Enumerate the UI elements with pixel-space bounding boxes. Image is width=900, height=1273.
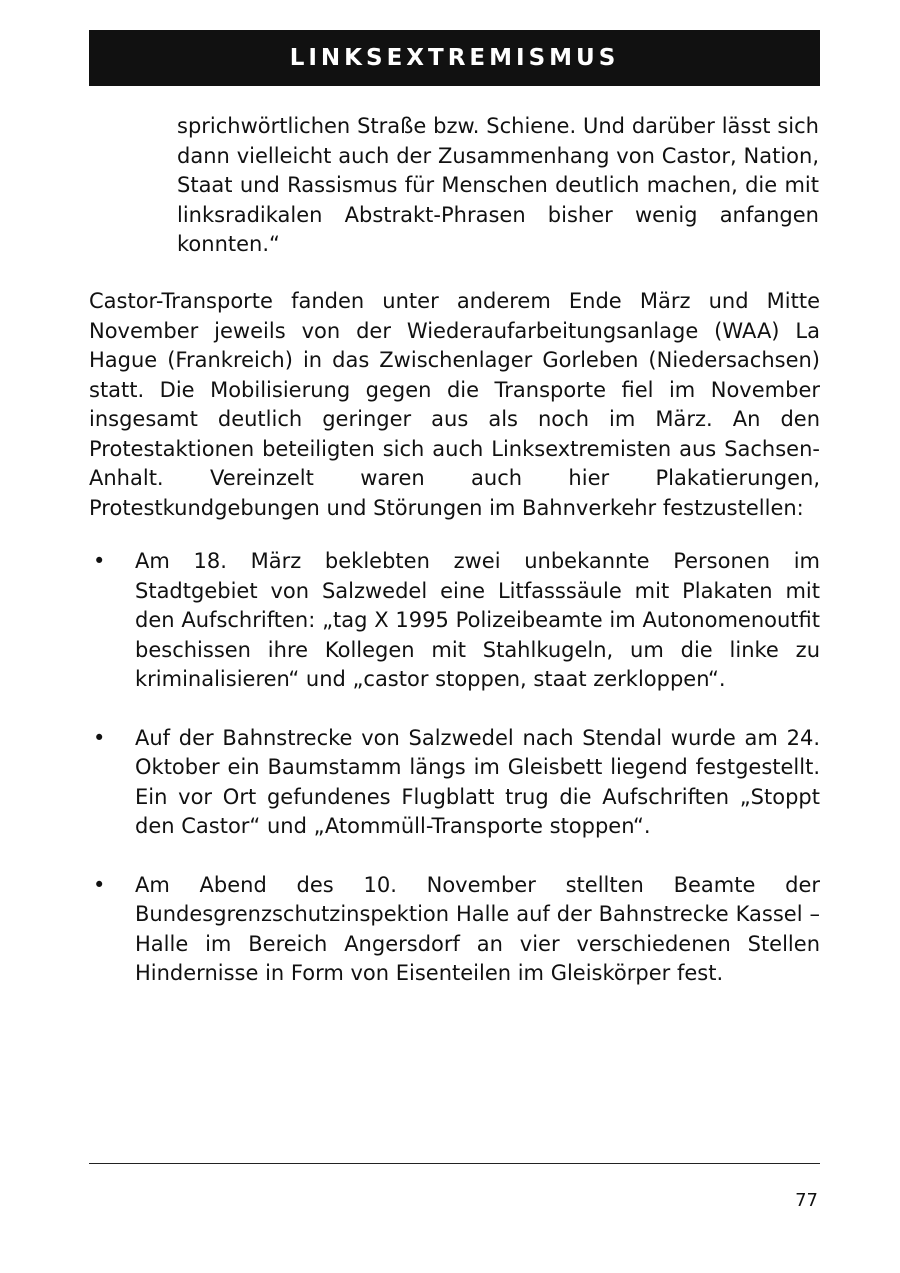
bullet-icon: • xyxy=(93,872,106,897)
incident-list xyxy=(89,547,820,1018)
section-header-bar xyxy=(89,30,820,86)
body-paragraph: Castor-Transporte fanden unter anderem Ende März und Mitte November jeweils von der Wiederaufarbeitungsanlage (WAA) La Hague (Frankreich) in das Zwischenlager Gorleben (Niedersachsen) statt. Die Mobilisierung gegen die Transporte fiel im November insgesamt deutlich geringer aus als noch im März. An den Protestaktionen beteiligten sich auch Linksextremisten aus Sachsen-Anhalt. Vereinzelt waren auch hier Plakatierungen, Protestkundgebungen und Störungen im Bahnverkehr festzustellen: xyxy=(89,289,820,520)
footer-divider xyxy=(89,1163,820,1164)
page-number: 77 xyxy=(795,1190,818,1211)
list-item-text: Am Abend des 10. November stellten Beamte der Bundesgrenzschutzinspektion Halle auf der Bahnstrecke Kassel – Halle im Bereich Angersdorf an vier verschiedenen Stellen Hindernisse in Form von Eisenteilen im Gleiskörper fest. xyxy=(135,872,820,985)
bullet-icon: • xyxy=(93,549,106,573)
section-title: LINKSEXTREMISMUS xyxy=(289,45,620,71)
quote-continuation: sprichwörtlichen Straße bzw. Schiene. Und darüber lässt sich dann vielleicht auch der Zusammenhang von Castor, Nation, Staat und Rassismus für Menschen deutlich machen, die mit linksradikalen Abstrakt-Phrasen bisher wenig anfangen konnten.“ xyxy=(177,114,819,256)
list-item xyxy=(89,724,820,842)
list-item xyxy=(89,547,820,695)
list-item-text: Am 18. März beklebten zwei unbekannte Personen im Stadtgebiet von Salzwedel eine Litfasssäule mit Plakaten mit den Aufschriften: „tag X 1995 Polizeibeamte im Autonomenoutfit beschissen ihre Kollegen mit Stahlkugeln, um die linke zu kriminalisieren“ und „castor stoppen, staat zerkloppen“. xyxy=(135,549,820,691)
list-item xyxy=(89,871,820,989)
bullet-icon: • xyxy=(93,725,106,750)
list-item-text: Auf der Bahnstrecke von Salzwedel nach Stendal wurde am 24. Oktober ein Baumstamm längs im Gleisbett liegend festgestellt. Ein vor Ort gefundenes Flugblatt trug die Aufschriften „Stoppt den Castor“ und „Atommüll-Transporte stoppen“. xyxy=(135,725,820,838)
